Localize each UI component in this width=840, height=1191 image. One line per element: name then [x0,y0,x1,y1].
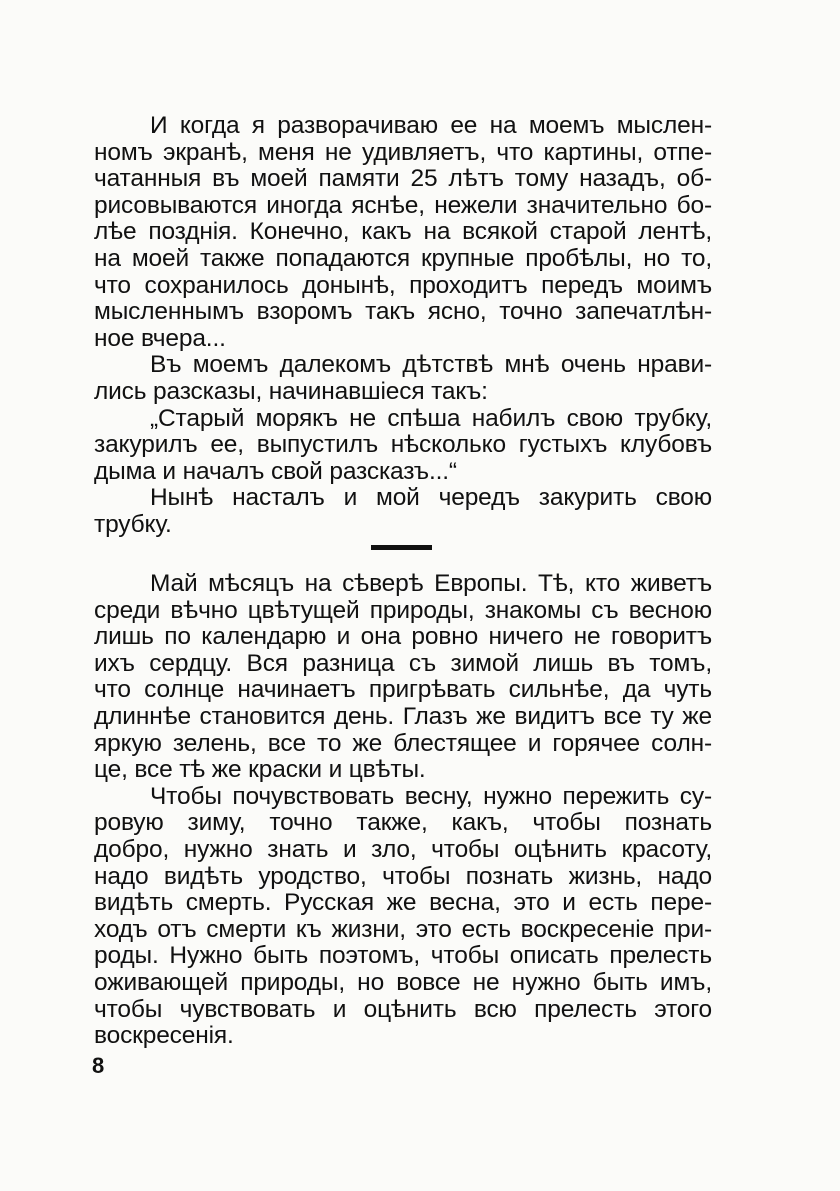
text-line: яркую зелень, все то же блестящее и горячее солн- [94,729,712,757]
text-line: ходъ отъ смерти къ жизни, это есть воскресеніе при- [94,915,712,943]
text-line: номъ экранѣ, меня не удивляетъ, что картины, отпе- [94,138,712,166]
text-line: ровую зиму, точно также, какъ, чтобы познать [94,809,712,837]
text-line: „Старый морякъ не спѣша набилъ свою трубку, [150,404,712,432]
text-line: лись разсказы, начинавшіеся такъ: [94,377,488,405]
text-line: мысленнымъ взоромъ такъ ясно, точно запечатлѣн- [94,298,712,326]
text-line: воскресенія. [94,1022,234,1050]
text-line: на моей также попадаются крупные пробѣлы, но то, [94,244,712,272]
text-line: роды. Нужно быть поэтомъ, чтобы описать прелесть [94,942,712,970]
text-line: оживающей природы, но вовсе не нужно быть имъ, [94,968,712,996]
text-line: что сохранилось донынѣ, проходитъ передъ моимъ [94,271,712,299]
text-line: дыма и началъ свой разсказъ...“ [94,457,457,485]
text-line: добро, нужно знать и зло, чтобы оцѣнить красоту, [94,835,712,863]
text-line: чтобы чувствовать и оцѣнить всю прелесть этого [94,995,712,1023]
text-line: длиннѣе становится день. Глазъ же видитъ все ту же [94,702,712,730]
section-divider [371,545,432,550]
text-line: трубку. [94,510,172,538]
text-line: ное вчера... [94,324,226,352]
text-line: надо видѣть уродство, чтобы познать жизнь, надо [94,862,712,890]
text-line: видѣть смерть. Русская же весна, это и есть пере- [94,889,712,917]
text-line: це, все тѣ же краски и цвѣты. [94,756,426,784]
text-line: что солнце начинаетъ пригрѣвать сильнѣе, да чуть [94,676,712,704]
text-line: И когда я разворачиваю ее на моемъ мыслен- [150,112,712,139]
text-line: лѣе позднія. Конечно, какъ на всякой старой лентѣ, [94,218,712,246]
text-line: Май мѣсяцъ на сѣверѣ Европы. Тѣ, кто живетъ [150,570,712,597]
text-line: лишь по календарю и она ровно ничего не говоритъ [94,623,712,651]
text-section-2 [94,571,712,1050]
text-section-1 [94,113,712,539]
text-line: чатанныя въ моей памяти 25 лѣтъ тому назадъ, об- [94,165,712,193]
text-line: ихъ сердцу. Вся разница съ зимой лишь въ томъ, [94,649,712,677]
text-line: рисовываются иногда яснѣе, нежели значительно бо- [94,191,712,219]
text-line: закурилъ ее, выпустилъ нѣсколько густыхъ клубовъ [94,431,712,459]
text-line: Нынѣ насталъ и мой чередъ закурить свою [150,484,712,512]
page-number: 8 [92,1053,105,1078]
text-line: Чтобы почувствовать весну, нужно пережить су- [150,782,712,810]
text-line: Въ моемъ далекомъ дѣтствѣ мнѣ очень нрави- [150,351,712,379]
text-line: среди вѣчно цвѣтущей природы, знакомы съ весною [94,596,712,624]
